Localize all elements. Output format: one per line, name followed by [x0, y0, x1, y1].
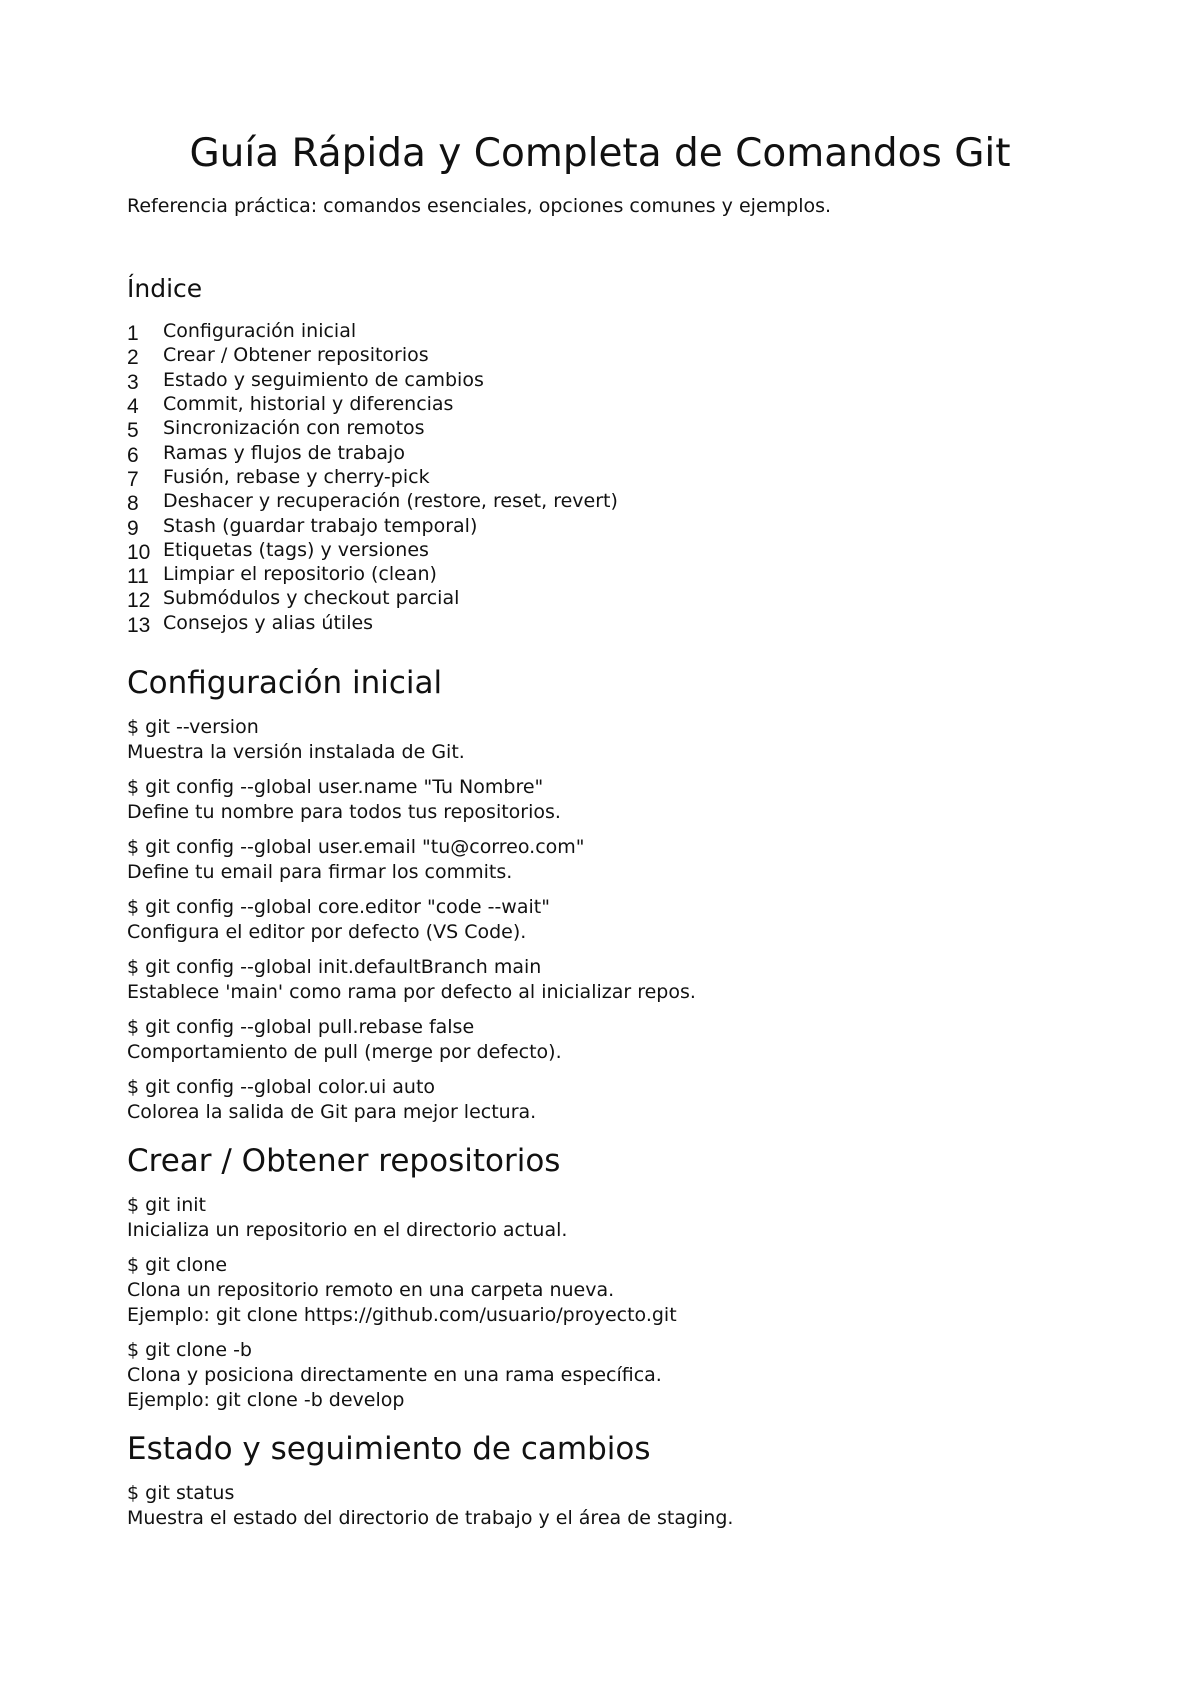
index-item[interactable] [127, 416, 618, 443]
command-text: $ git status [127, 1482, 235, 1504]
command-entry [127, 895, 1077, 945]
index-item[interactable] [127, 440, 618, 467]
command-text: $ git clone [127, 1254, 228, 1276]
command-example: Ejemplo: git clone -b develop [127, 1389, 405, 1411]
index-item-label: Limpiar el repositorio (clean) [163, 563, 437, 586]
index-item-number: 5 [127, 419, 139, 443]
index-item-number: 6 [127, 443, 139, 467]
command-description: Clona un repositorio remoto en una carpeta nueva. [127, 1279, 615, 1301]
index-item-label: Crear / Obtener repositorios [163, 344, 429, 367]
command-description: Define tu nombre para todos tus repositorios. [127, 801, 561, 823]
index-item-number: 13 [127, 613, 151, 637]
index-item-label: Submódulos y checkout parcial [163, 587, 460, 610]
command-entry [127, 715, 1077, 765]
index-item[interactable] [127, 392, 618, 419]
command-entry [127, 1253, 1077, 1328]
index-heading: Índice [127, 274, 203, 303]
document-title: Guía Rápida y Completa de Comandos Git [189, 131, 1011, 176]
index-item-number: 8 [127, 492, 139, 516]
index-item[interactable] [127, 343, 618, 370]
section [127, 663, 1077, 1125]
index-item[interactable] [127, 465, 618, 489]
index-item[interactable] [127, 611, 618, 635]
command-description: Clona y posiciona directamente en una rama específica. [127, 1364, 662, 1386]
command-text: $ git --version [127, 716, 259, 738]
command-description: Establece 'main' como rama por defecto al inicializar repos. [127, 981, 696, 1003]
command-example: Ejemplo: git clone https://github.com/usuario/proyecto.git [127, 1304, 677, 1326]
section [127, 1141, 1077, 1413]
index-item-number: 7 [127, 467, 139, 491]
command-text: $ git config --global pull.rebase false [127, 1016, 475, 1038]
section [127, 1429, 1077, 1531]
index-list [127, 319, 618, 635]
command-text: $ git config --global user.name "Tu Nombre" [127, 776, 544, 798]
command-description: Define tu email para firmar los commits. [127, 861, 513, 883]
index-item-label: Consejos y alias útiles [163, 611, 374, 634]
command-text: $ git config --global init.defaultBranch main [127, 956, 542, 978]
index-item[interactable] [127, 368, 618, 392]
command-entry [127, 1015, 1077, 1065]
index-item[interactable] [127, 586, 618, 613]
index-item-number: 4 [127, 395, 139, 419]
command-text: $ git config --global color.ui auto [127, 1076, 436, 1098]
index-item-label: Deshacer y recuperación (restore, reset, revert) [163, 490, 618, 513]
section-heading: Estado y seguimiento de cambios [127, 1431, 651, 1467]
document-subtitle: Referencia práctica: comandos esenciales, opciones comunes y ejemplos. [127, 195, 832, 217]
index-item-label: Configuración inicial [163, 320, 357, 343]
sections-container [127, 663, 1077, 1547]
command-entry [127, 955, 1077, 1005]
command-entry [127, 1338, 1077, 1413]
command-description: Comportamiento de pull (merge por defecto). [127, 1041, 562, 1063]
command-description: Inicializa un repositorio en el directorio actual. [127, 1219, 568, 1241]
command-entry [127, 1481, 1077, 1531]
command-entry [127, 1075, 1077, 1125]
command-text: $ git config --global user.email "tu@correo.com" [127, 836, 585, 858]
index-item[interactable] [127, 513, 618, 540]
index-item-number: 3 [127, 370, 139, 394]
command-text: $ git config --global core.editor "code --wait" [127, 896, 550, 918]
command-entry [127, 775, 1077, 825]
index-item-label: Ramas y flujos de trabajo [163, 441, 405, 464]
index-item-label: Fusión, rebase y cherry-pick [163, 465, 430, 488]
index-item-number: 12 [127, 589, 151, 613]
index-item-number: 9 [127, 516, 139, 540]
command-text: $ git init [127, 1194, 207, 1216]
command-description: Colorea la salida de Git para mejor lectura. [127, 1101, 537, 1123]
index-item-number: 2 [127, 346, 139, 370]
index-item[interactable] [127, 562, 618, 589]
section-heading: Crear / Obtener repositorios [127, 1143, 561, 1179]
index-item-number: 11 [127, 565, 149, 589]
command-description: Configura el editor por defecto (VS Code). [127, 921, 527, 943]
index-item[interactable] [127, 319, 618, 346]
command-description: Muestra la versión instalada de Git. [127, 741, 465, 763]
index-item[interactable] [127, 489, 618, 516]
command-entry [127, 835, 1077, 885]
command-text: $ git clone -b [127, 1339, 252, 1361]
index-item-label: Etiquetas (tags) y versiones [163, 538, 429, 561]
index-item-label: Stash (guardar trabajo temporal) [163, 514, 478, 537]
index-item-label: Commit, historial y diferencias [163, 393, 454, 416]
command-description: Muestra el estado del directorio de trabajo y el área de staging. [127, 1507, 734, 1529]
index-item-label: Sincronización con remotos [163, 417, 425, 440]
index-item-number: 1 [127, 322, 139, 346]
command-entry [127, 1193, 1077, 1243]
index-item-number: 10 [127, 540, 151, 564]
section-heading: Configuración inicial [127, 665, 443, 701]
index-item-label: Estado y seguimiento de cambios [163, 368, 484, 391]
index-item[interactable] [127, 538, 618, 562]
